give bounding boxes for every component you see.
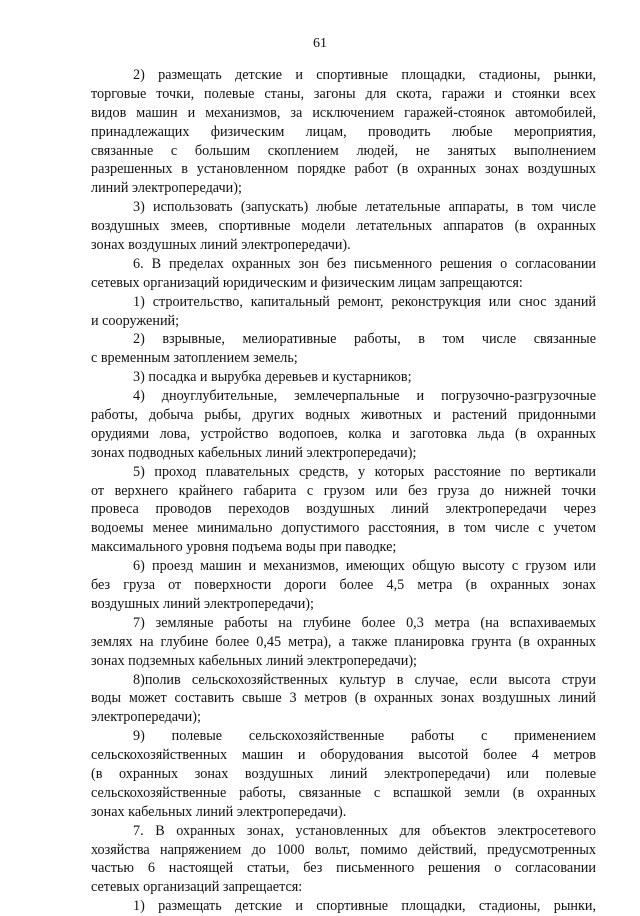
- text-line: провеса проводов переходов воздушных линий электропередачи через: [91, 501, 596, 518]
- text-line: сельскохозяйственных машин и оборудования высотой более 4 метров: [91, 747, 596, 764]
- page-number: 61: [313, 36, 327, 51]
- text-line: воды может составить свыше 3 метров (в охранных зонах воздушных линий: [91, 690, 596, 707]
- text-line: электропередачи);: [91, 709, 201, 726]
- text-line: связанные с большим скоплением людей, не занятых выполнением: [91, 142, 596, 159]
- text-line: 3) посадка и вырубка деревьев и кустарников;: [133, 369, 412, 386]
- text-line: 2) взрывные, мелиоративные работы, в том числе связанные: [133, 331, 596, 348]
- text-line: 8)полив сельскохозяйственных культур в случае, если высота струи: [133, 671, 596, 688]
- text-line: сетевых организаций юридическим и физическим лицам запрещаются:: [91, 274, 523, 291]
- text-line: 1) размещать детские и спортивные площадки, стадионы, рынки,: [133, 898, 596, 915]
- text-line: водоемы менее минимально допустимого расстояния, в том числе с учетом: [91, 520, 596, 537]
- text-line: с временным затоплением земель;: [91, 350, 298, 367]
- body-text: [91, 66, 596, 916]
- text-line: орудиями лова, устройство водопоев, колка и заготовка льда (в охранных: [91, 425, 596, 442]
- text-line: зонах подземных кабельных линий электропередачи);: [91, 652, 417, 669]
- text-line: сельскохозяйственные работы, связанные с вспашкой земли (в охранных: [91, 784, 596, 801]
- text-line: 9) полевые сельскохозяйственные работы с применением: [133, 728, 596, 745]
- text-line: работы, добыча рыбы, других водных животных и растений придонными: [91, 407, 596, 424]
- text-line: без груза от поверхности дороги более 4,5 метра (в охранных зонах: [91, 577, 596, 594]
- text-line: от верхнего крайнего габарита с грузом или без груза до нижней точки: [91, 482, 596, 499]
- text-line: (в охранных зонах воздушных линий электропередачи) или полевые: [91, 765, 596, 782]
- text-line: разрешенных в установленном порядке работ (в охранных зонах воздушных: [91, 161, 596, 178]
- text-line: зонах кабельных линий электропередачи).: [91, 803, 347, 820]
- text-line: и сооружений;: [91, 312, 180, 329]
- text-line: воздушных линий электропередачи);: [91, 595, 314, 612]
- text-line: 3) использовать (запускать) любые летательные аппараты, в том числе: [133, 199, 596, 216]
- text-line: 2) размещать детские и спортивные площадки, стадионы, рынки,: [133, 67, 596, 83]
- text-line: воздушных змеев, спортивные модели летательных аппаратов (в охранных: [91, 218, 596, 235]
- text-line: зонах воздушных линий электропередачи).: [91, 237, 351, 254]
- text-line: линий электропередачи);: [91, 180, 242, 197]
- text-line: 4) дноуглубительные, землечерпальные и погрузочно-разгрузочные: [133, 388, 596, 405]
- text-line: принадлежащих физическим лицам, проводить любые мероприятия,: [91, 123, 596, 140]
- text-line: 7. В охранных зонах, установленных для объектов электросетевого: [133, 822, 596, 839]
- text-line: 5) проход плавательных средств, у которых расстояние по вертикали: [133, 463, 596, 480]
- text-line: видов машин и механизмов, за исключением гаражей-стоянок автомобилей,: [91, 104, 596, 121]
- text-line: хозяйства напряжением до 1000 вольт, помимо действий, предусмотренных: [91, 841, 596, 858]
- text-line: 7) земляные работы на глубине более 0,3 метра (на вспахиваемых: [133, 614, 596, 631]
- text-line: землях на глубине более 0,45 метра), а также планировка грунта (в охранных: [91, 633, 596, 650]
- text-line: максимального уровня подъема воды при паводке;: [91, 539, 397, 556]
- text-line: сетевых организаций запрещается:: [91, 879, 303, 896]
- text-line: зонах подводных кабельных линий электропередачи);: [91, 444, 417, 461]
- text-line: 6) проезд машин и механизмов, имеющих общую высоту с грузом или: [133, 558, 596, 575]
- text-line: 6. В пределах охранных зон без письменного решения о согласовании: [133, 255, 596, 272]
- text-line: частью 6 настоящей статьи, без письменного решения о согласовании: [91, 860, 596, 877]
- text-line: 1) строительство, капитальный ремонт, реконструкция или снос зданий: [133, 293, 596, 310]
- text-line: торговые точки, полевые станы, загоны для скота, гаражи и стоянки всех: [91, 85, 596, 102]
